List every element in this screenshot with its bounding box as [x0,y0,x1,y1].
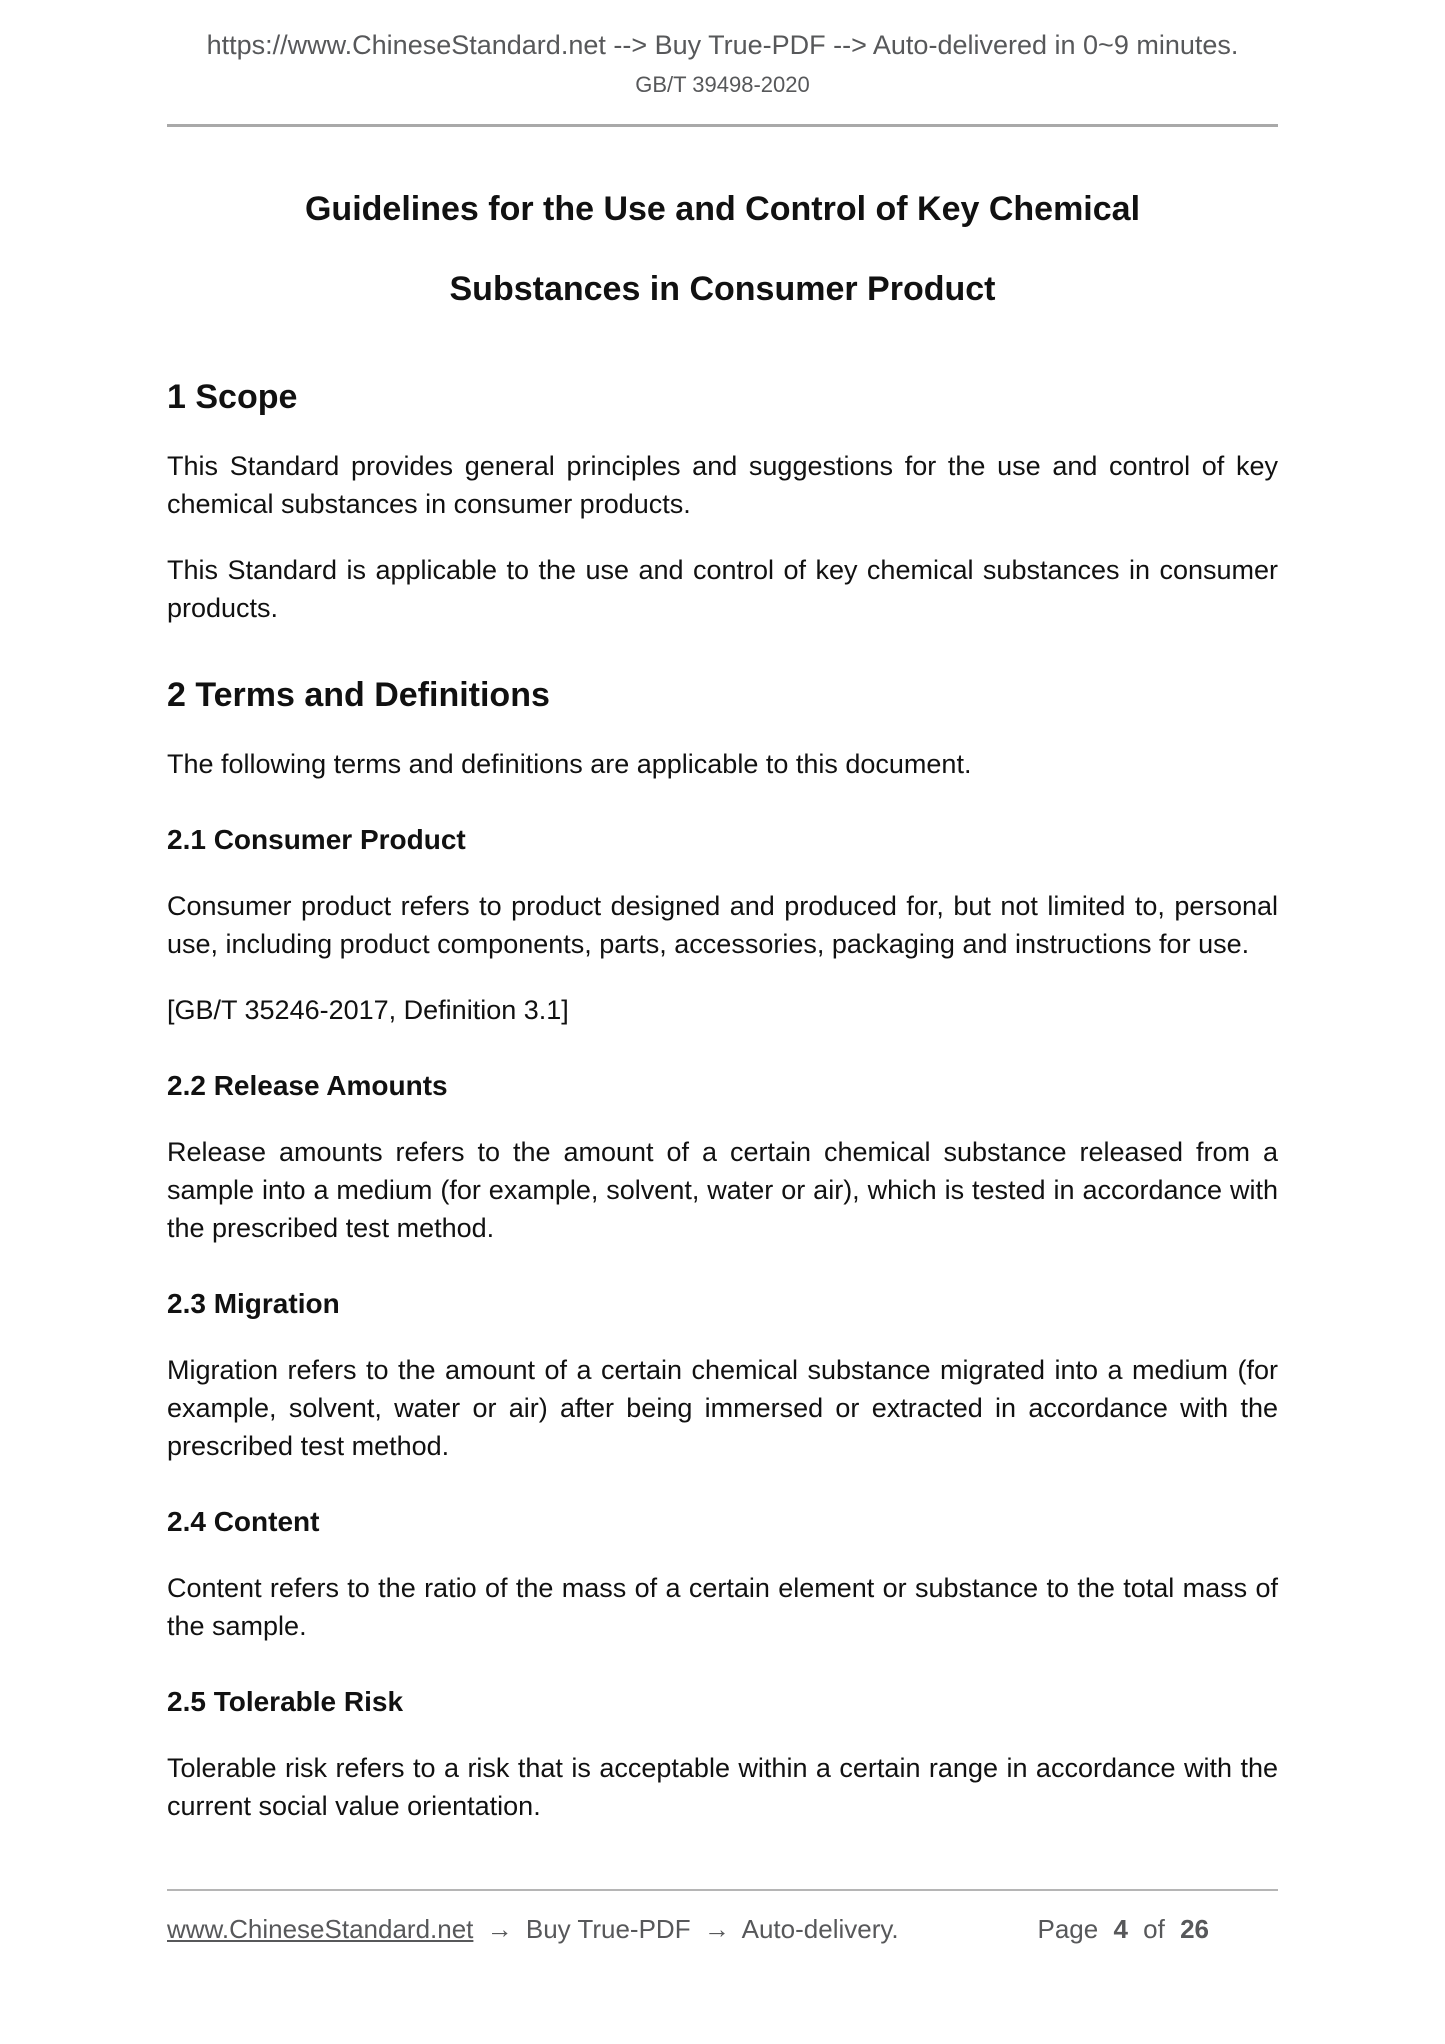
page-header [0,0,1445,98]
header-divider [167,124,1278,127]
header-url-text: https://www.ChineseStandard.net --> Buy True-PDF --> Auto-delivered in 0~9 minutes. [206,30,1239,60]
page-label: Page [1037,1914,1099,1944]
heading-terms-and-definitions: 2 Terms and Definitions [167,676,550,714]
heading-content: 2.4 Content [167,1506,320,1537]
heading-consumer-product: 2.1 Consumer Product [167,824,466,855]
heading-tolerable-risk: 2.5 Tolerable Risk [167,1686,404,1717]
footer-site-link[interactable]: www.ChineseStandard.net [167,1914,474,1944]
document-title-line-2: Substances in Consumer Product [449,270,996,308]
footer-divider [167,1889,1278,1891]
heading-scope: 1 Scope [167,378,298,416]
page-footer [167,1889,1278,1945]
page-number-indicator [1033,1913,1278,1945]
page-total: 26 [1180,1914,1209,1944]
paragraph-tolerable-risk-definition: Tolerable risk refers to a risk that is acceptable within a certain range in accordance with the current social value orientation. [167,1753,1278,1821]
paragraph-migration-definition: Migration refers to the amount of a certain chemical substance migrated into a medium (for example, solvent, water or air) after being immersed or extracted in accordance with the prescribed test method. [167,1355,1278,1461]
document-title [167,169,1278,329]
paragraph-content-definition: Content refers to the ratio of the mass of a certain element or substance to the total mass of the sample. [167,1573,1278,1641]
paragraph-consumer-product-definition: Consumer product refers to product designed and produced for, but not limited to, personal use, including product components, parts, accessories, packaging and instructions for use. [167,891,1278,959]
document-title-line-1: Guidelines for the Use and Control of Key Chemical [304,190,1141,228]
document-content [0,124,1445,1825]
footer-buy-text: Buy True-PDF [525,1914,691,1944]
paragraph-terms-intro: The following terms and definitions are applicable to this document. [167,749,972,779]
paragraph-scope-general: This Standard provides general principles and suggestions for the use and control of key chemical substances in consumer products. [167,451,1278,519]
page-current: 4 [1113,1914,1128,1944]
paragraph-release-amounts-definition: Release amounts refers to the amount of a certain chemical substance released from a sample into a medium (for example, solvent, water or air), which is tested in accordance with the prescribed test method. [167,1137,1278,1243]
paragraph-scope-applicability: This Standard is applicable to the use and control of key chemical substances in consumer products. [167,555,1278,623]
heading-migration: 2.3 Migration [167,1288,340,1319]
reference-gbt-35246: [GB/T 35246-2017, Definition 3.1] [167,995,569,1025]
header-standard-number: GB/T 39498-2020 [635,72,810,97]
footer-left-text [167,1913,899,1945]
right-arrow-icon: → [486,1914,513,1944]
footer-row [167,1913,1278,1945]
heading-release-amounts: 2.2 Release Amounts [167,1070,448,1101]
page-of-label: of [1143,1914,1165,1944]
footer-delivery-text: Auto-delivery. [741,1914,899,1944]
right-arrow-icon: → [703,1914,730,1944]
